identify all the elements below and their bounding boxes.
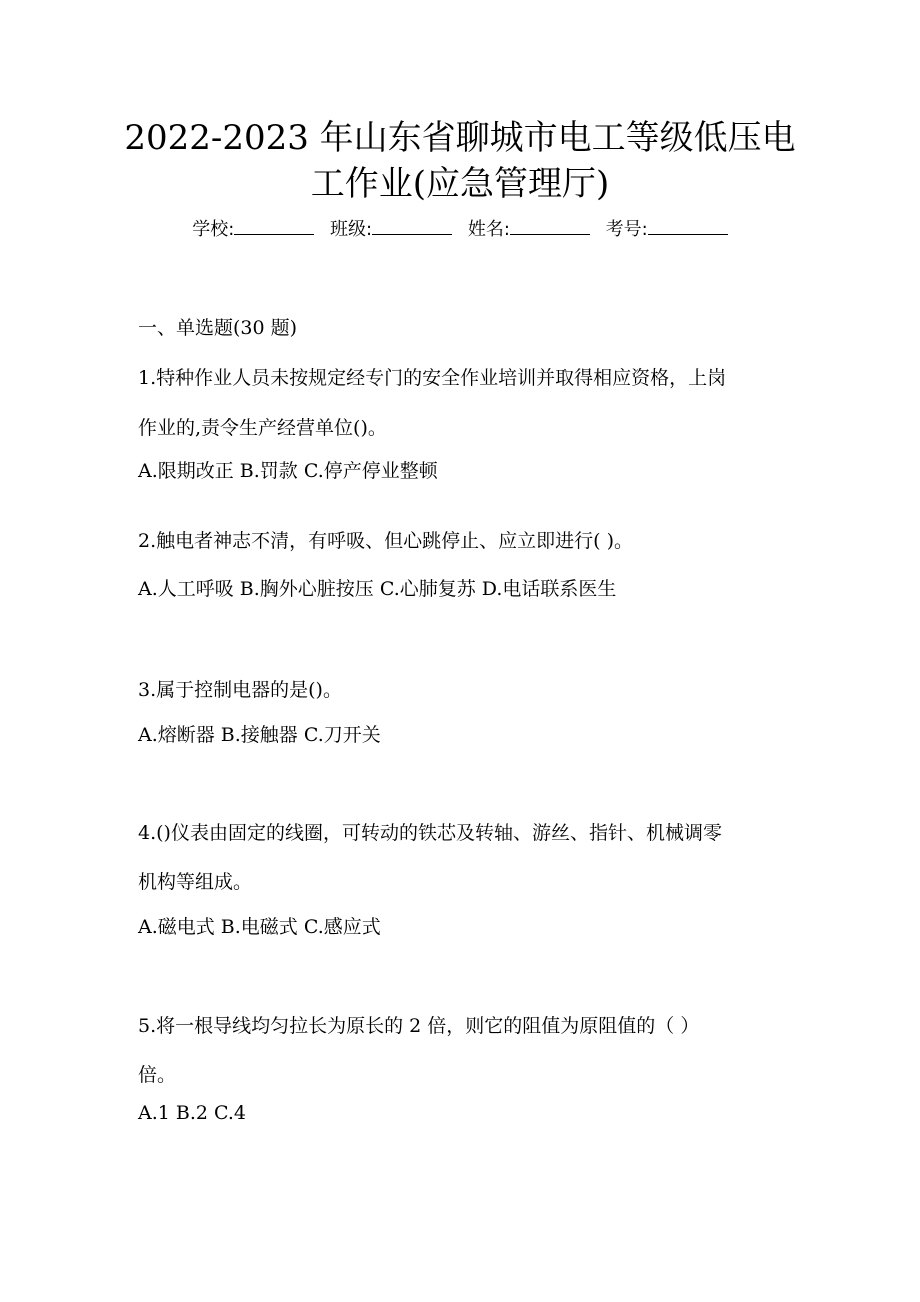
section-heading: 一、单选题(30 题) xyxy=(138,317,298,339)
name-blank xyxy=(510,216,590,235)
question-1-stem-line-1: 1.特种作业人员未按规定经专门的安全作业培训并取得相应资格，上岗 xyxy=(138,367,727,389)
question-3-stem-line-1: 3.属于控制电器的是()。 xyxy=(138,679,342,701)
exam-title-line-1: 2022-2023 年山东省聊城市电工等级低压电 xyxy=(124,118,796,158)
school-blank xyxy=(234,216,314,235)
class-field xyxy=(330,219,452,240)
question-5-stem-line-2: 倍。 xyxy=(138,1064,177,1086)
name-field xyxy=(468,219,590,240)
exam-title-line-2: 工作业(应急管理厅) xyxy=(310,164,610,204)
question-5-options: A.1 B.2 C.4 xyxy=(138,1102,247,1124)
question-2-options: A.人工呼吸 B.胸外心脏按压 C.心肺复苏 D.电话联系医生 xyxy=(138,578,617,600)
name-label: 姓名: xyxy=(467,219,510,240)
exam-number-label: 考号: xyxy=(605,219,648,240)
question-1-options: A.限期改正 B.罚款 C.停产停业整顿 xyxy=(138,460,438,482)
class-blank xyxy=(372,216,452,235)
class-label: 班级: xyxy=(330,219,373,240)
school-field xyxy=(192,219,314,240)
question-5-stem-line-1: 5.将一根导线均匀拉长为原长的 2 倍，则它的阻值为原阻值的（ ） xyxy=(138,1015,700,1037)
question-1-stem-line-2: 作业的,责令生产经营单位()。 xyxy=(138,417,387,439)
exam-number-blank xyxy=(648,216,728,235)
question-4-stem-line-2: 机构等组成。 xyxy=(138,871,253,893)
question-2-stem-line-1: 2.触电者神志不清，有呼吸、但心跳停止、应立即进行( )。 xyxy=(138,530,633,552)
question-3-options: A.熔断器 B.接触器 C.刀开关 xyxy=(138,724,381,746)
student-info-row xyxy=(0,216,920,244)
question-4-stem-line-1: 4.()仪表由固定的线圈，可转动的铁芯及转轴、游丝、指针、机械调零 xyxy=(138,822,722,844)
question-4-options: A.磁电式 B.电磁式 C.感应式 xyxy=(138,916,381,938)
school-label: 学校: xyxy=(192,219,235,240)
exam-number-field xyxy=(606,219,728,240)
